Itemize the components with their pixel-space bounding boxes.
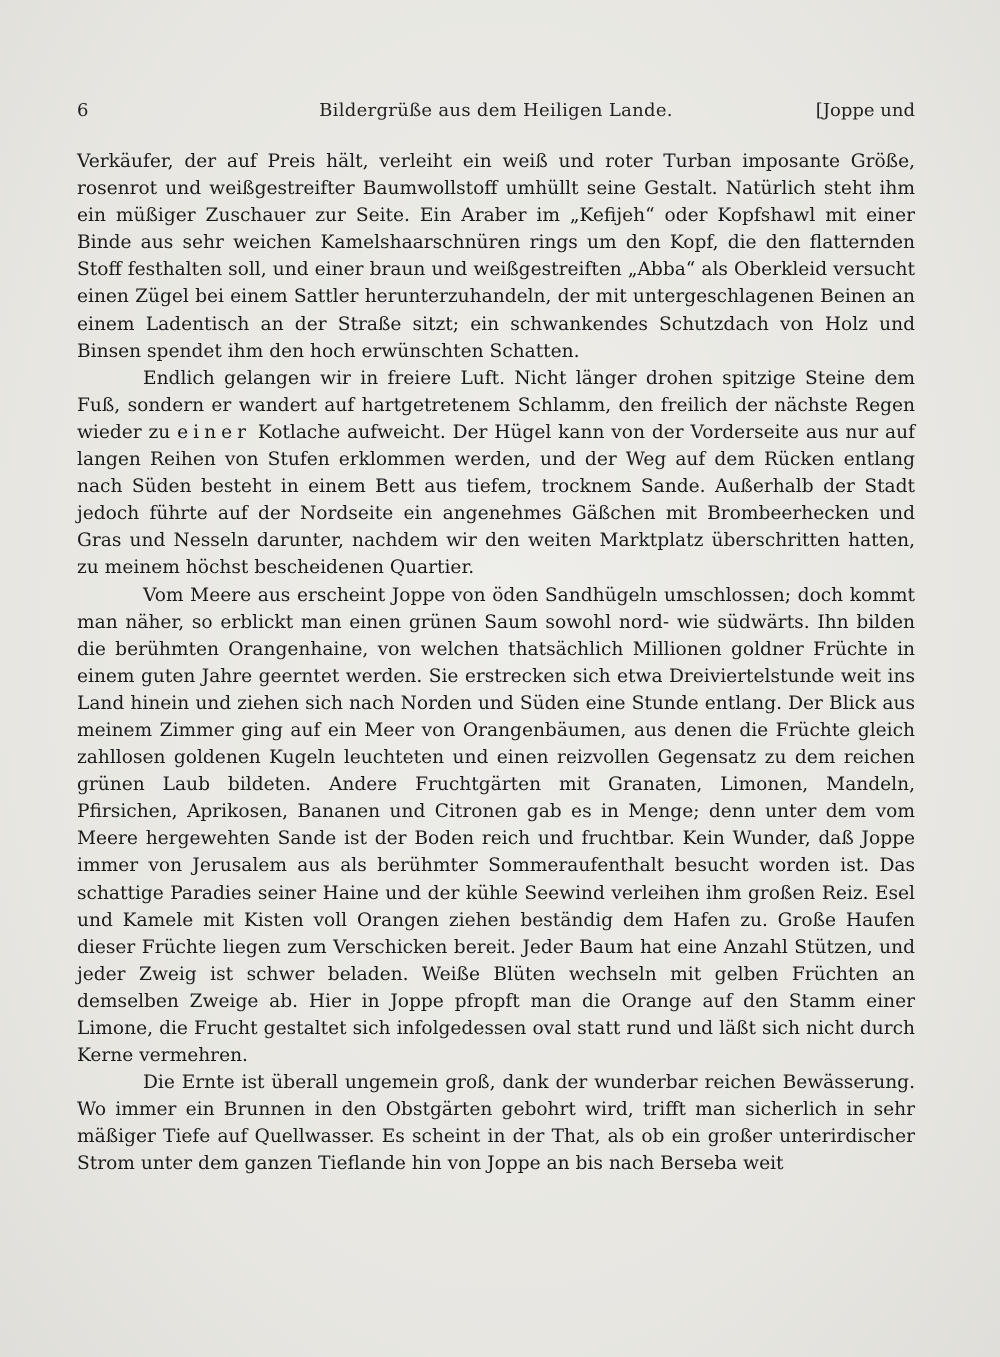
- running-section: [Joppe und: [815, 100, 915, 121]
- paragraph-text: Die Ernte ist überall ungemein groß, dank der wunderbar reichen Bewässerung. Wo immer ein Brunnen in den Obstgärten gebohrt wird, trifft man sicherlich in sehr mäßiger Tiefe auf Quellwasser. Es scheint in der That, als ob ein großer unterirdischer Strom unter dem ganzen Tieflande hin von Joppe an bis nach Berseba weit: [77, 1072, 915, 1175]
- paragraph-text: Kotlache aufweicht. Der Hügel kann von der Vorderseite aus nur auf langen Reihen von Stufen erklommen werden, und der Weg auf dem Rücken entlang nach Süden besteht in einem Bett aus tiefem, trocknem Sande. Außerhalb der Stadt jedoch führte auf der Nordseite ein angenehmes Gäßchen mit Brombeerhecken und Gras und Nesseln darunter, nachdem wir den weiten Marktplatz überschritten hatten, zu meinem höchst bescheidenen Quartier.: [77, 421, 915, 579]
- paragraph-text: Verkäufer, der auf Preis hält, verleiht ein weiß und roter Turban imposante Größe, rosenrot und weißgestreifter Baumwollstoff umhüllt seine Gestalt. Natürlich steht ihm ein müßiger Zuschauer zur Seite. Ein Araber im „Kefijeh“ oder Kopfshawl mit einer Binde aus sehr weichen Kamelshaarschnüren rings um den Kopf, die den flatternden Stoff festhalten soll, und einer braun und weißgestreiften „Abba“ als Oberkleid versucht einen Zügel bei einem Sattler herunterzuhandeln, der mit untergeschlagenen Beinen an einem Ladentisch an der Straße sitzt; ein schwankendes Schutzdach von Holz und Binsen spendet ihm den hoch erwünschten Schatten.: [77, 151, 915, 362]
- emphasized-word: einer: [177, 421, 251, 443]
- paragraph-1: [77, 148, 915, 365]
- paragraph-2: [77, 365, 915, 582]
- paragraph-3: [77, 582, 915, 1070]
- paragraph-text: Vom Meere aus erscheint Joppe von öden Sandhügeln umschlossen; doch kommt man näher, so erblickt man einen grünen Saum sowohl nord- wie südwärts. Ihn bilden die berühmten Orangenhaine, von welchen thatsächlich Millionen goldner Früchte in einem guten Jahre geerntet werden. Sie erstrecken sich etwa Dreiviertelstunde weit ins Land hinein und ziehen sich nach Norden und Süden eine Stunde entlang. Der Blick aus meinem Zimmer ging auf ein Meer von Orangenbäumen, aus denen die Früchte gleich zahllosen goldenen Kugeln leuchteten und einen reizvollen Gegensatz zu dem reichen grünen Laub bildeten. Andere Fruchtgärten mit Granaten, Limonen, Mandeln, Pfirsichen, Aprikosen, Bananen und Citronen gab es in Menge; denn unter dem vom Meere hergewehten Sande ist der Boden reich und fruchtbar. Kein Wunder, daß Joppe immer von Jerusalem aus als berühmter Sommeraufenthalt besucht worden ist. Das schattige Paradies seiner Haine und der kühle Seewind verleihen ihm großen Reiz. Esel und Kamele mit Kisten voll Orangen ziehen beständig dem Hafen zu. Große Haufen dieser Früchte liegen zum Verschicken bereit. Jeder Baum hat eine Anzahl Stützen, und jeder Zweig ist schwer beladen. Weiße Blüten wechseln mit gelben Früchten an demselben Zweige ab. Hier in Joppe pfropft man die Orange auf den Stamm einer Limone, die Frucht gestaltet sich infolgedessen oval statt rund und läßt sich nicht durch Kerne vermehren.: [77, 584, 915, 1067]
- page-number: 6: [77, 100, 89, 121]
- paragraph-4: [77, 1069, 915, 1177]
- body-text: [77, 148, 915, 1178]
- running-title: Bildergrüße aus dem Heiligen Lande.: [319, 100, 673, 121]
- running-header: [75, 100, 917, 130]
- paragraph-text: Endlich gelangen wir in freiere Luft. Nicht länger drohen spitzige Steine dem Fuß, sondern er wandert auf hartgetretenem Schlamm, den freilich der nächste Regen wieder zu: [77, 367, 915, 443]
